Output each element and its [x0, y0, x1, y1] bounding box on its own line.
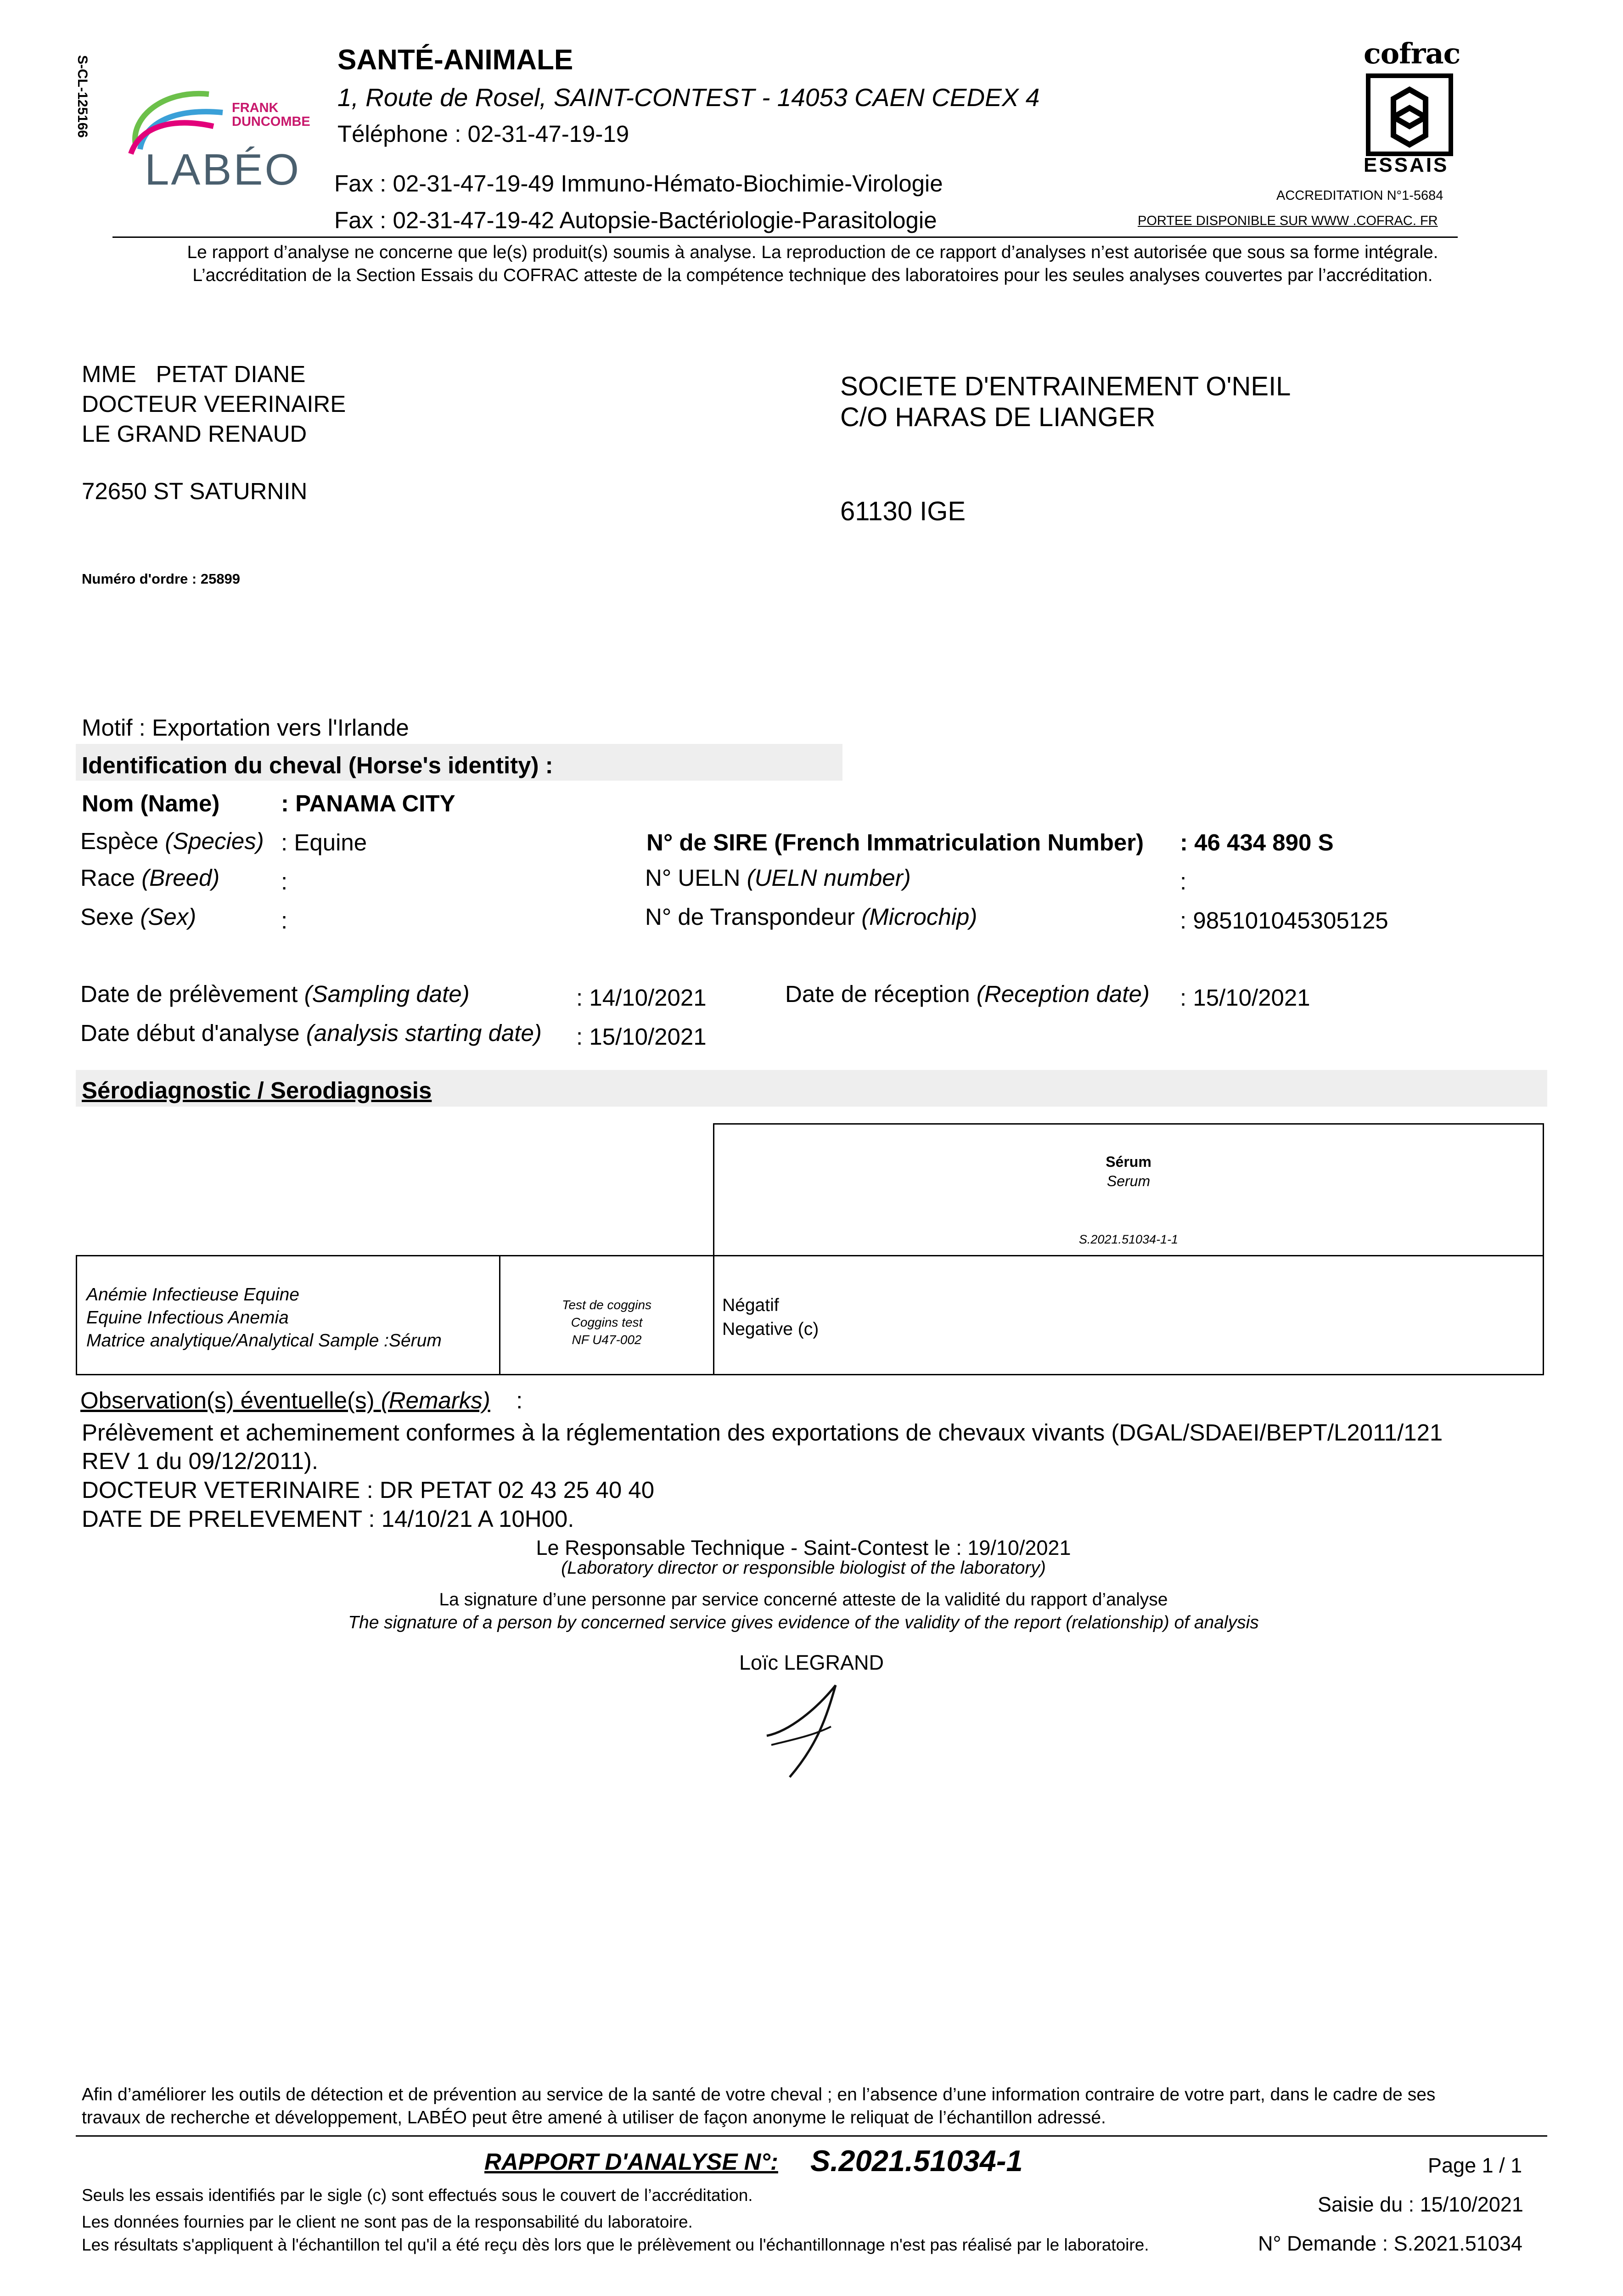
- disclaimer-line-2: L’accréditation de la Section Essais du COFRAC atteste de la compétence technique des laboratoires pour les seules analyses couvertes par l’accréditation.: [192, 265, 1433, 285]
- lab-fax-2: Fax : 02-31-47-19-42 Autopsie-Bactériologie-Parasitologie: [334, 207, 937, 233]
- demande-number: N° Demande : S.2021.51034: [1258, 2232, 1522, 2255]
- lab-fax-1: Fax : 02-31-47-19-49 Immuno-Hémato-Biochimie-Virologie: [334, 170, 943, 197]
- horse-ueln-value: :: [1180, 868, 1187, 895]
- header-rule: [112, 236, 1458, 238]
- horse-sex-value: :: [281, 907, 288, 934]
- horse-breed-value: :: [281, 868, 288, 895]
- species-label-fr: Espèce: [80, 828, 165, 854]
- horse-species-value: : Equine: [281, 829, 367, 855]
- species-label-en: (Species): [165, 828, 264, 854]
- analysis-start-date-label: [80, 1019, 542, 1047]
- transponder-label-en: (Microchip): [861, 904, 977, 930]
- breed-label-en: (Breed): [141, 865, 220, 891]
- remarks-line-4: DATE DE PRELEVEMENT : 14/10/21 A 10H00.: [82, 1506, 574, 1532]
- method-line-2: Coggins test: [571, 1315, 643, 1329]
- disclaimer-line-1: Le rapport d’analyse ne concerne que le(s) produit(s) soumis à analyse. La reproduction de ce rapport d’analyses n’est autorisée que sous sa forme intégrale.: [187, 242, 1438, 262]
- remarks-label: [80, 1387, 490, 1414]
- remarks-line-3: DOCTEUR VETERINAIRE : DR PETAT 02 43 25 40 40: [82, 1477, 655, 1503]
- method-cell: [500, 1256, 714, 1374]
- remarks-label-fr: Observation(s) éventuelle(s): [80, 1387, 381, 1413]
- transponder-label-fr: N° de Transpondeur: [645, 904, 862, 930]
- footer-note-2: Les données fournies par le client ne sont pas de la responsabilité du laboratoire.: [82, 2212, 693, 2231]
- page-number: Page 1 / 1: [1428, 2154, 1522, 2177]
- table-row: [76, 1255, 1544, 1375]
- result-line-2: Negative (c): [722, 1319, 819, 1339]
- horse-sire-label: N° de SIRE (French Immatriculation Number): [646, 829, 1144, 855]
- handwritten-signature-icon: [762, 1681, 854, 1782]
- recipient-left-line-4: 72650 ST SATURNIN: [82, 478, 308, 504]
- footer-notice-line-1: Afin d’améliorer les outils de détection et de prévention au service de la santé de votre cheval ; en l’absence d’une information contraire de votre part, dans le cadre de ses: [82, 2085, 1436, 2105]
- reception-label-fr: Date de réception: [785, 981, 977, 1007]
- sex-label-en: (Sex): [140, 904, 197, 930]
- footer-notice-line-2: travaux de recherche et développement, LABÉO peut être amené à utiliser de façon anonyme le reliquat de l’échantillon adressé.: [82, 2108, 1106, 2127]
- analysis-line-1: Anémie Infectieuse Equine: [86, 1285, 299, 1305]
- recipient-right-line-1: SOCIETE D'ENTRAINEMENT O'NEIL: [840, 371, 1291, 401]
- responsible: Le Responsable Technique - Saint-Contest le : 19/10/2021: [536, 1536, 1071, 1559]
- result-line-1: Négatif: [722, 1295, 779, 1315]
- sample-title-en: Serum: [1106, 1173, 1151, 1189]
- sex-label-fr: Sexe: [80, 904, 140, 930]
- reception-date-value: : 15/10/2021: [1180, 985, 1310, 1011]
- cofrac-portee: PORTEE DISPONIBLE SUR WWW .COFRAC. FR: [1138, 214, 1438, 228]
- sampling-date-label: [80, 980, 470, 1007]
- report-number: S.2021.51034-1: [810, 2144, 1023, 2178]
- labeo-logo: [122, 80, 319, 200]
- reception-label-en: (Reception date): [976, 981, 1150, 1007]
- footer-note-1: Seuls les essais identifiés par le sigle (c) sont effectués sous le couvert de l’accréditation.: [82, 2186, 753, 2205]
- horse-name-label: Nom (Name): [82, 790, 220, 816]
- lab-address: 1, Route de Rosel, SAINT-CONTEST - 14053 CAEN CEDEX 4: [337, 83, 1040, 112]
- cofrac-essais: ESSAIS: [1364, 154, 1449, 176]
- lab-telephone: Téléphone : 02-31-47-19-19: [337, 121, 629, 147]
- remarks-line-2: REV 1 du 09/12/2011).: [82, 1448, 319, 1474]
- validity: La signature d’une personne par service concerné atteste de la validité du rapport d’analyse: [439, 1590, 1168, 1609]
- recipient-right-line-3: 61130 IGE: [840, 496, 966, 526]
- cofrac-essais-icon: [1366, 73, 1453, 156]
- horse-breed-label: [80, 864, 219, 891]
- validity-en: The signature of a person by concerned service gives evidence of the validity of the report (relationship) of analysis: [348, 1613, 1259, 1632]
- start-label-fr: Date début d'analyse: [80, 1020, 306, 1046]
- method-line-1: Test de coggins: [562, 1298, 652, 1312]
- sample-header-cell: [713, 1123, 1544, 1256]
- analysis-line-2: Equine Infectious Anemia: [86, 1308, 289, 1328]
- reception-date-label: [785, 980, 1150, 1007]
- recipient-left-line-2: DOCTEUR VEERINAIRE: [82, 391, 346, 417]
- sampling-label-fr: Date de prélèvement: [80, 981, 304, 1007]
- section-title: Sérodiagnostic / Serodiagnosis: [82, 1077, 432, 1103]
- horse-species-label: [80, 827, 264, 855]
- horse-sire-value: : 46 434 890 S: [1180, 829, 1334, 855]
- labeo-brand: FRANK DUNCOMBE: [232, 101, 310, 129]
- sampling-date-value: : 14/10/2021: [576, 985, 707, 1011]
- horse-sex-label: [80, 903, 196, 930]
- analysis-cell: [77, 1256, 500, 1374]
- sampling-label-en: (Sampling date): [304, 981, 470, 1007]
- lab-title: SANTÉ-ANIMALE: [337, 44, 573, 76]
- ueln-label-en: (UELN number): [747, 865, 911, 891]
- footer-rule: [76, 2135, 1547, 2137]
- horse-transponder-value: : 985101045305125: [1180, 907, 1388, 934]
- side-code: S-CL-125166: [75, 55, 90, 138]
- recipient-left-line-3: LE GRAND RENAUD: [82, 421, 307, 447]
- signer-name: Loïc LEGRAND: [739, 1651, 884, 1674]
- remarks-line-1: Prélèvement et acheminement conformes à la réglementation des exportations de chevaux vivants (DGAL/SDAEI/BEPT/L2011/121: [82, 1419, 1443, 1446]
- remarks-label-en: (Remarks): [381, 1387, 490, 1413]
- sample-title: Sérum: [1106, 1154, 1151, 1170]
- order-number: Numéro d'ordre : 25899: [82, 571, 241, 587]
- horse-name-value: : PANAMA CITY: [281, 790, 455, 816]
- saisie-date: Saisie du : 15/10/2021: [1318, 2193, 1523, 2216]
- remarks-colon: :: [510, 1387, 523, 1413]
- start-label-en: (analysis starting date): [306, 1020, 542, 1046]
- sample-id: S.2021.51034-1-1: [1078, 1232, 1179, 1246]
- horse-transponder-label: [645, 903, 977, 930]
- breed-label-fr: Race: [80, 865, 142, 891]
- recipient-left-line-1: MME PETAT DIANE: [82, 361, 306, 387]
- analysis-start-date-value: : 15/10/2021: [576, 1024, 707, 1050]
- footer-note-3: Les résultats s'appliquent à l'échantillon tel qu'il a été reçu dès lors que le prélèvement ou l'échantillonnage n'est pas réalisé par le laboratoire.: [82, 2235, 1149, 2254]
- motif: Motif : Exportation vers l'Irlande: [82, 715, 409, 741]
- identification-header: Identification du cheval (Horse's identity) :: [82, 752, 553, 778]
- labeo-name: LABÉO: [145, 145, 301, 194]
- report-label: RAPPORT D'ANALYSE N°:: [484, 2149, 778, 2175]
- ueln-label-fr: N° UELN: [645, 865, 747, 891]
- horse-ueln-label: [645, 864, 911, 891]
- method-line-3: NF U47-002: [572, 1333, 642, 1347]
- analysis-line-3: Matrice analytique/Analytical Sample :Sérum: [86, 1331, 442, 1351]
- responsible-en: (Laboratory director or responsible biologist of the laboratory): [561, 1558, 1046, 1578]
- cofrac-brand: cofrac: [1364, 37, 1460, 70]
- recipient-right-line-2: C/O HARAS DE LIANGER: [840, 402, 1156, 432]
- cofrac-accreditation: ACCREDITATION N°1-5684: [1276, 188, 1443, 203]
